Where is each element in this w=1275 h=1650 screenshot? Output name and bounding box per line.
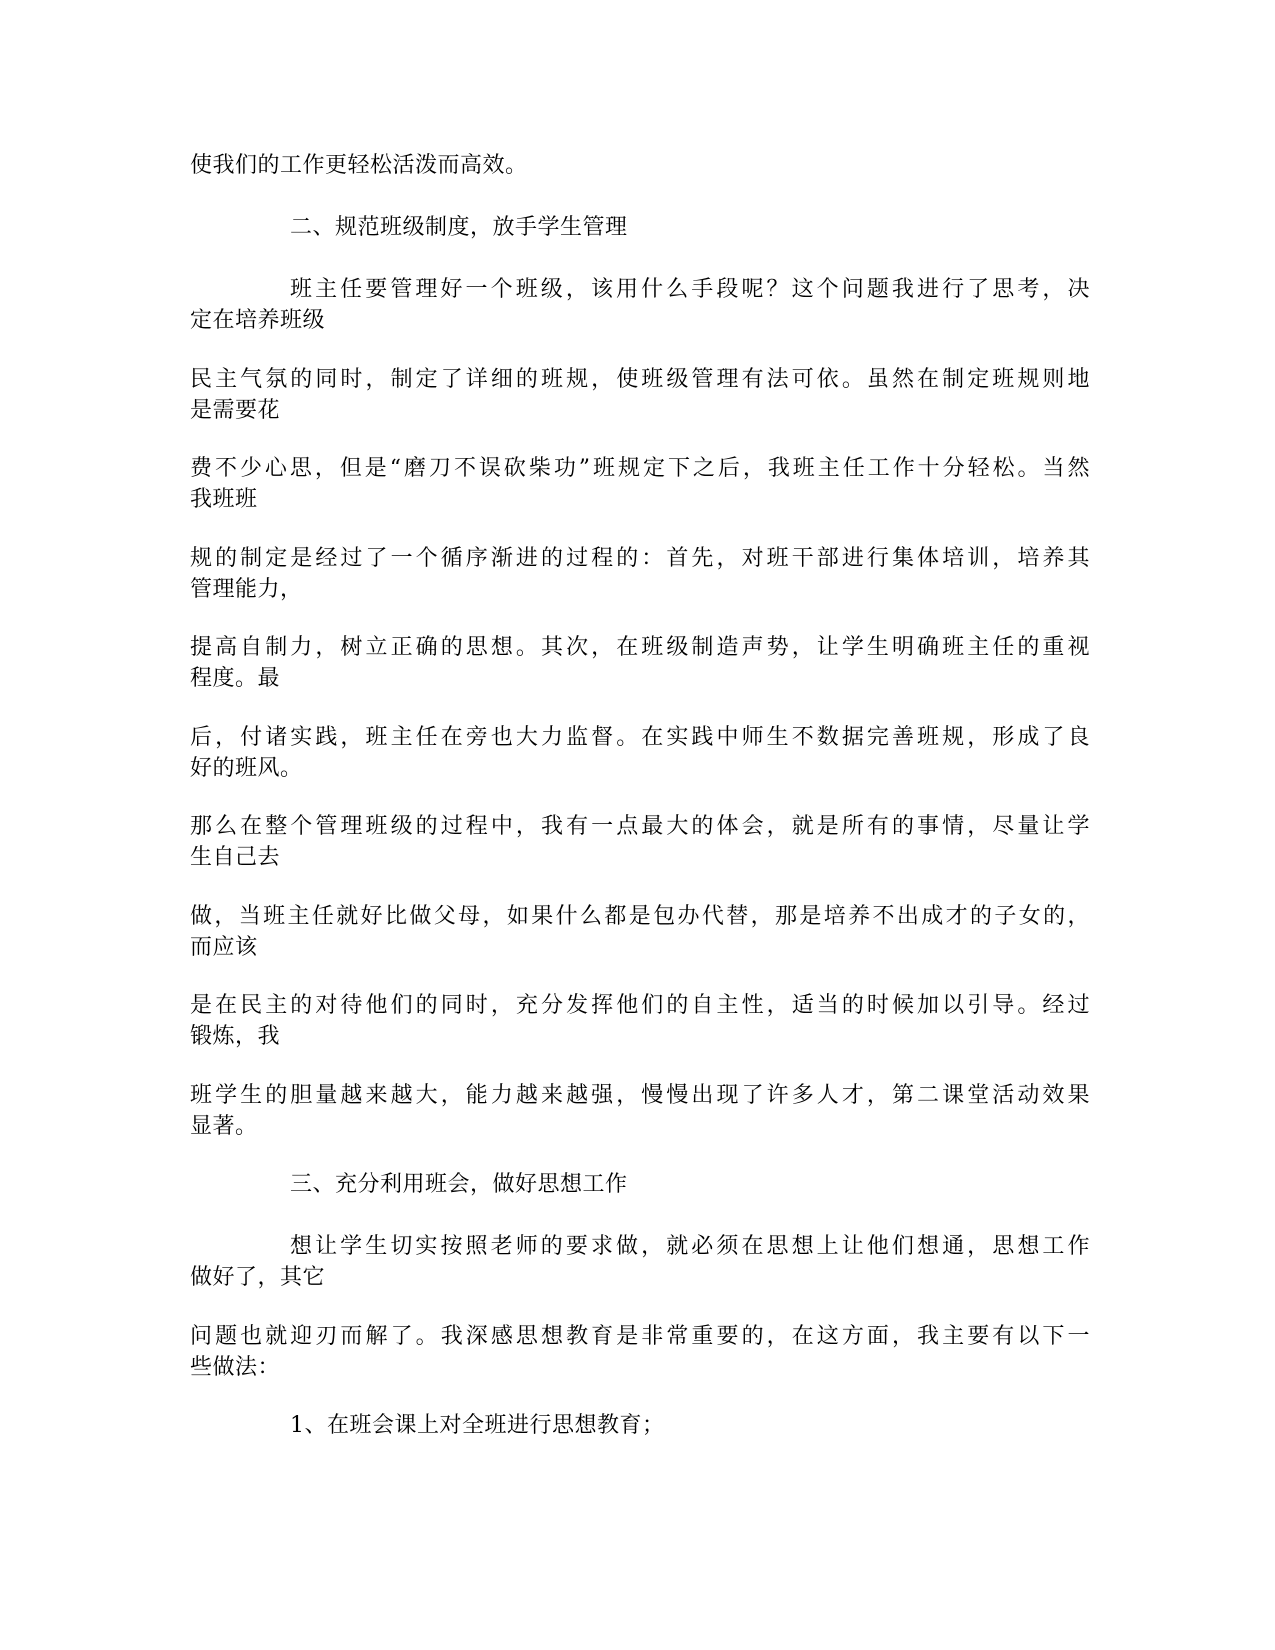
- text-line: 我班班: [190, 487, 258, 512]
- paragraph-6: [190, 543, 1090, 605]
- text-line: 规的制定是经过了一个循序渐进的过程的：首先，对班干部进行集体培训，培养其: [190, 546, 1090, 571]
- paragraph-9: [190, 811, 1090, 873]
- section-heading-3: [190, 1169, 1190, 1200]
- list-item-1: [190, 1410, 1190, 1441]
- text-line: 提高自制力，树立正确的思想。其次，在班级制造声势，让学生明确班主任的重视: [190, 635, 1090, 660]
- text-line: 费不少心思，但是“磨刀不误砍柴功”班规定下之后，我班主任工作十分轻松。当然: [190, 456, 1090, 481]
- text-line: 好的班风。: [190, 756, 303, 781]
- text-line: 而应该: [190, 935, 258, 960]
- paragraph-4: [190, 364, 1090, 426]
- paragraph-7: [190, 632, 1090, 694]
- text-line: 那么在整个管理班级的过程中，我有一点最大的体会，就是所有的事情，尽量让学: [190, 814, 1090, 839]
- text-line: 1、在班会课上对全班进行思想教育；: [290, 1413, 665, 1438]
- text-line: 想让学生切实按照老师的要求做，就必须在思想上让他们想通，思想工作: [290, 1234, 1090, 1259]
- text-line: 班主任要管理好一个班级，该用什么手段呢？这个问题我进行了思考，决: [290, 277, 1090, 302]
- paragraph-1: [190, 150, 1090, 181]
- text-line: 做，当班主任就好比做父母，如果什么都是包办代替，那是培养不出成才的子女的，: [190, 904, 1090, 929]
- text-line: 二、规范班级制度，放手学生管理: [290, 215, 628, 240]
- paragraph-5: [190, 453, 1090, 515]
- text-line: 后，付诸实践，班主任在旁也大力监督。在实践中师生不数据完善班规，形成了良: [190, 725, 1090, 750]
- text-line: 做好了，其它: [190, 1265, 326, 1290]
- paragraph-11: [190, 990, 1090, 1052]
- paragraph-10: [190, 901, 1090, 963]
- text-line: 管理能力，: [190, 577, 303, 602]
- text-line: 三、充分利用班会，做好思想工作: [290, 1172, 628, 1197]
- text-line: 问题也就迎刃而解了。我深感思想教育是非常重要的，在这方面，我主要有以下一: [190, 1324, 1090, 1349]
- text-line: 锻炼，我: [190, 1024, 281, 1049]
- paragraph-12: [190, 1080, 1090, 1142]
- paragraph-3: [190, 274, 1090, 336]
- text-line: 民主气氛的同时，制定了详细的班规，使班级管理有法可依。虽然在制定班规则地: [190, 367, 1090, 392]
- text-line: 定在培养班级: [190, 308, 326, 333]
- paragraph-8: [190, 722, 1090, 784]
- section-heading-2: [190, 212, 1190, 243]
- text-line: 使我们的工作更轻松活泼而高效。: [190, 153, 528, 178]
- text-line: 是需要花: [190, 398, 281, 423]
- text-line: 些做法：: [190, 1355, 281, 1380]
- paragraph-15: [190, 1321, 1090, 1383]
- text-line: 生自己去: [190, 845, 281, 870]
- text-line: 是在民主的对待他们的同时，充分发挥他们的自主性，适当的时候加以引导。经过: [190, 993, 1090, 1018]
- paragraph-14: [190, 1231, 1090, 1293]
- text-line: 程度。最: [190, 666, 281, 691]
- text-line: 班学生的胆量越来越大，能力越来越强，慢慢出现了许多人才，第二课堂活动效果: [190, 1083, 1090, 1108]
- text-line: 显著。: [190, 1114, 258, 1139]
